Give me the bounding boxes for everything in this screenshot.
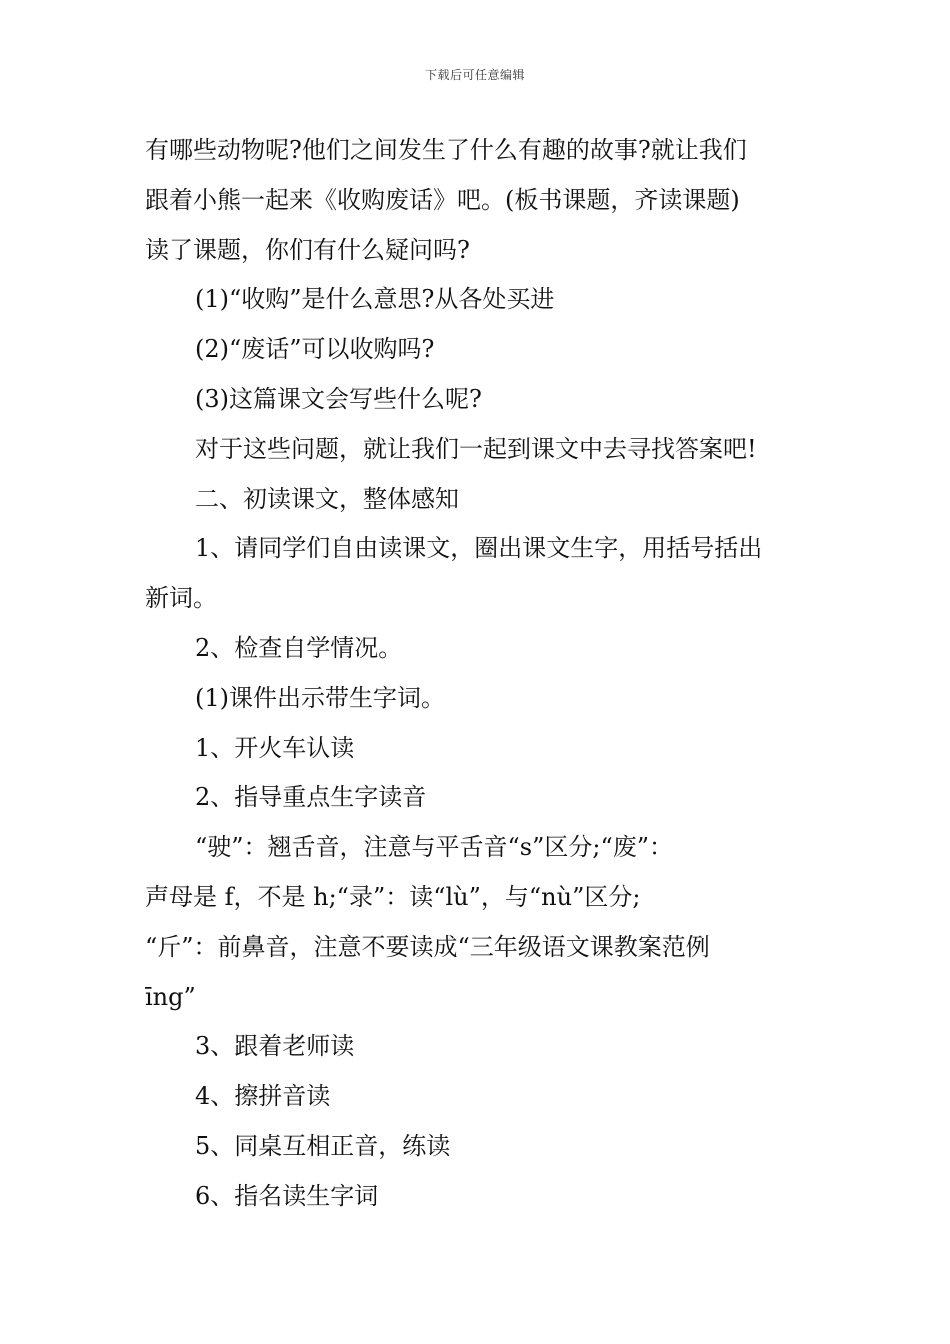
section-heading: 二、初读课文，整体感知 xyxy=(195,484,459,513)
step-item: 1、请同学们自由读课文，圈出课文生字，用括号括出 xyxy=(195,534,763,563)
page-header: 下载后可任意编辑 xyxy=(424,68,525,82)
paragraph-line: 跟着小熊一起来《收购废话》吧。(板书课题，齐读课题) xyxy=(145,185,740,214)
paragraph: 对于这些问题，就让我们一起到课文中去寻找答案吧! xyxy=(195,434,757,463)
step-item: 3、跟着老师读 xyxy=(195,1032,355,1061)
document-body xyxy=(145,126,807,1222)
step-item: (1)课件出示带生字词。 xyxy=(195,683,445,712)
paragraph-line: 新词。 xyxy=(145,584,217,613)
question-item: (1)“收购”是什么意思?从各处买进 xyxy=(195,285,555,314)
step-item: 4、擦拼音读 xyxy=(195,1082,331,1111)
paragraph-line: 读了课题，你们有什么疑问吗? xyxy=(145,235,470,264)
step-item: 5、同桌互相正音，练读 xyxy=(195,1131,451,1160)
step-item: 2、检查自学情况。 xyxy=(195,633,403,662)
pronunciation-note: 声母是 f，不是 h;“录”：读“lù”，与“nù”区分; xyxy=(145,882,641,911)
pronunciation-note: “斤”：前鼻音，注意不要读成“三年级语文课教案范例 xyxy=(145,932,710,961)
question-item: (3)这篇课文会写些什么呢? xyxy=(195,384,482,413)
step-item: 6、指名读生字词 xyxy=(195,1181,379,1210)
step-item: 2、指导重点生字读音 xyxy=(195,783,427,812)
pronunciation-note: īng” xyxy=(145,982,196,1011)
pronunciation-note: “驶”：翘舌音，注意与平舌音“s”区分;“废”： xyxy=(195,833,674,862)
step-item: 1、开火车认读 xyxy=(195,733,355,762)
question-item: (2)“废话”可以收购吗? xyxy=(195,335,435,364)
paragraph-line: 有哪些动物呢?他们之间发生了什么有趣的故事?就让我们 xyxy=(145,136,747,164)
